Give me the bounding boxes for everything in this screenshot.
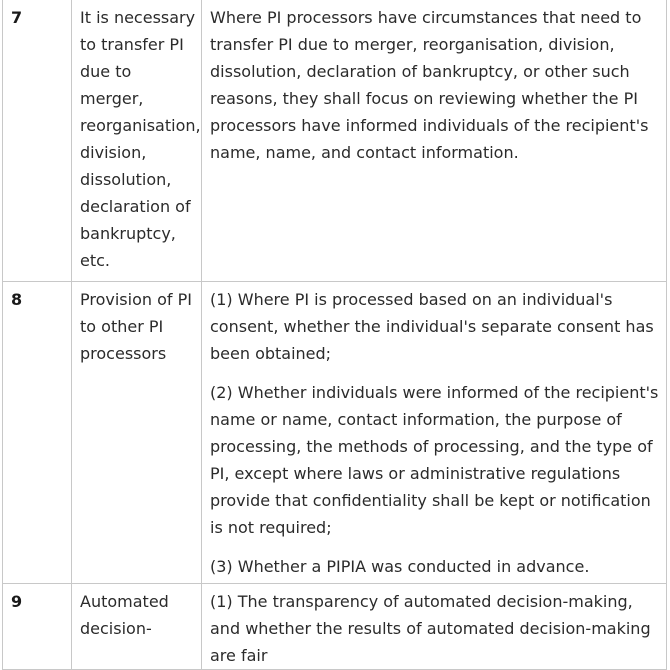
requirements-table: [2, 0, 667, 670]
row-number: 9: [3, 584, 72, 670]
table-row: [3, 0, 667, 282]
row-number: 7: [3, 0, 72, 282]
row-number: 8: [3, 282, 72, 584]
description-paragraph: Where PI processors have circumstances that need to transfer PI due to merger, reorganisation, division, dissolution, declaration of bankruptcy, or other such reasons, they shall focus on reviewing whether the PI processors have informed individuals of the recipient's name, name, and contact information.: [210, 8, 649, 162]
row-description: [202, 0, 667, 282]
row-description: [202, 584, 667, 670]
row-description: [202, 282, 667, 584]
description-paragraph: (1) The transparency of automated decision-making, and whether the results of automated decision-making are fair: [210, 592, 651, 665]
row-item: Automated decision-: [72, 584, 202, 670]
row-item: It is necessary to transfer PI due to merger, reorganisation, division, dissolution, declaration of bankruptcy, etc.: [72, 0, 202, 282]
row-item: Provision of PI to other PI processors: [72, 282, 202, 584]
description-paragraph: (2) Whether individuals were informed of the recipient's name or name, contact information, the purpose of processing, the methods of processing, and the type of PI, except where laws or administrative regulations provide that confidentiality shall be kept or notification is not required;: [210, 383, 659, 537]
description-paragraph: (3) Whether a PIPIA was conducted in advance.: [210, 557, 590, 576]
description-paragraph: (1) Where PI is processed based on an individual's consent, whether the individual's separate consent has been obtained;: [210, 290, 654, 363]
table-row: [3, 282, 667, 584]
table-row: [3, 584, 667, 670]
